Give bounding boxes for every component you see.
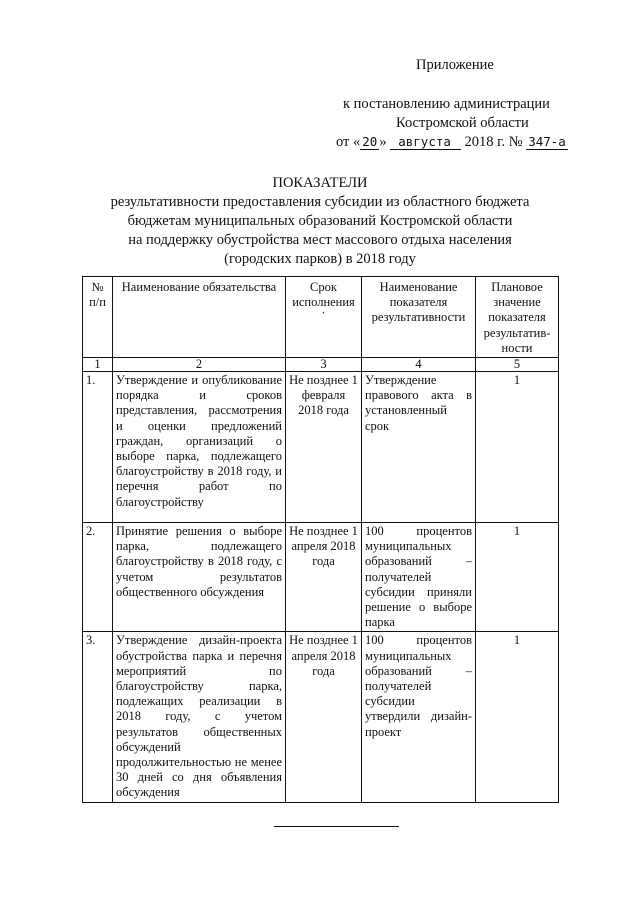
row-number: 1. bbox=[83, 372, 113, 523]
header-cell-deadline bbox=[286, 277, 362, 358]
date-prefix: от « bbox=[336, 134, 361, 150]
date-day: 20 bbox=[362, 134, 378, 149]
row-obligation: Принятие решения о выборе парка, подлежащего благоустройству в 2018 году, с учетом результатов общественного обсуждения bbox=[113, 523, 286, 632]
row-deadline: Не позднее 1 апреля 2018 года bbox=[286, 632, 362, 802]
row-indicator: 100 процентов муниципальных образований – получателей субсидии утвердили дизайн-проект bbox=[362, 632, 476, 802]
header-deadline-text: Срок исполнения bbox=[292, 280, 355, 310]
header-cell-indicator: Наименование показателя результативности bbox=[362, 277, 476, 358]
table-row bbox=[83, 632, 559, 802]
column-number: 2 bbox=[113, 358, 286, 372]
row-value: 1 bbox=[476, 632, 559, 802]
title-line: на поддержку обустройства мест массового отдыха населения bbox=[128, 232, 512, 248]
row-number: 2. bbox=[83, 523, 113, 632]
row-indicator: 100 процентов муниципальных образований – получателей субсидии приняли решение о выборе парка bbox=[362, 523, 476, 632]
column-number: 5 bbox=[476, 358, 559, 372]
column-number: 3 bbox=[286, 358, 362, 372]
resolution-number: 347-а bbox=[528, 134, 566, 149]
title-line: результативности предоставления субсидии из областного бюджета bbox=[110, 194, 530, 210]
column-number: 4 bbox=[362, 358, 476, 372]
year-number-label: 2018 г. № bbox=[464, 134, 523, 150]
resolution-date-line bbox=[336, 134, 568, 151]
column-number: 1 bbox=[83, 358, 113, 372]
stray-mark: · bbox=[321, 306, 326, 321]
title-line: бюджетам муниципальных образований Костромской области bbox=[127, 213, 513, 229]
row-value: 1 bbox=[476, 372, 559, 523]
row-obligation: Утверждение дизайн-проекта обустройства парка и перечня мероприятий по благоустройству парка, подлежащих реализации в 2018 году, с учетом результатов общественных обсуждений продолжительностью не менее 30 дней со дня объявления обсуждения bbox=[113, 632, 286, 802]
row-indicator: Утверждение правового акта в установленный срок bbox=[362, 372, 476, 523]
title-heading: ПОКАЗАТЕЛИ bbox=[272, 175, 368, 191]
appendix-label: Приложение bbox=[416, 57, 494, 73]
header-cell-value: Плановое значение показателя результатив-ности bbox=[476, 277, 559, 358]
title-line: (городских парков) в 2018 году bbox=[224, 251, 416, 267]
bottom-separator-line bbox=[274, 826, 399, 827]
document-title bbox=[0, 174, 640, 269]
column-number-row bbox=[83, 358, 559, 372]
row-value: 1 bbox=[476, 523, 559, 632]
table-header-row bbox=[83, 277, 559, 358]
header-cell-number: № п/п bbox=[83, 277, 113, 358]
date-close-quote: » bbox=[379, 134, 387, 150]
row-deadline: Не позднее 1 февраля 2018 года bbox=[286, 372, 362, 523]
header-cell-obligation: Наименование обязательства bbox=[113, 277, 286, 358]
header-line-2: Костромской области bbox=[396, 115, 529, 131]
table-row bbox=[83, 372, 559, 523]
date-month: августа bbox=[390, 134, 461, 150]
row-number: 3. bbox=[83, 632, 113, 802]
table-row bbox=[83, 523, 559, 632]
indicators-table bbox=[82, 276, 559, 803]
row-obligation: Утверждение и опубликование порядка и сроков представления, рассмотрения и оценки предложений граждан, организаций о выборе парка, подлежащего благоустройству в 2018 году, и перечня работ по благоустройству bbox=[113, 372, 286, 523]
header-line-1: к постановлению администрации bbox=[343, 96, 550, 112]
row-deadline: Не позднее 1 апреля 2018 года bbox=[286, 523, 362, 632]
